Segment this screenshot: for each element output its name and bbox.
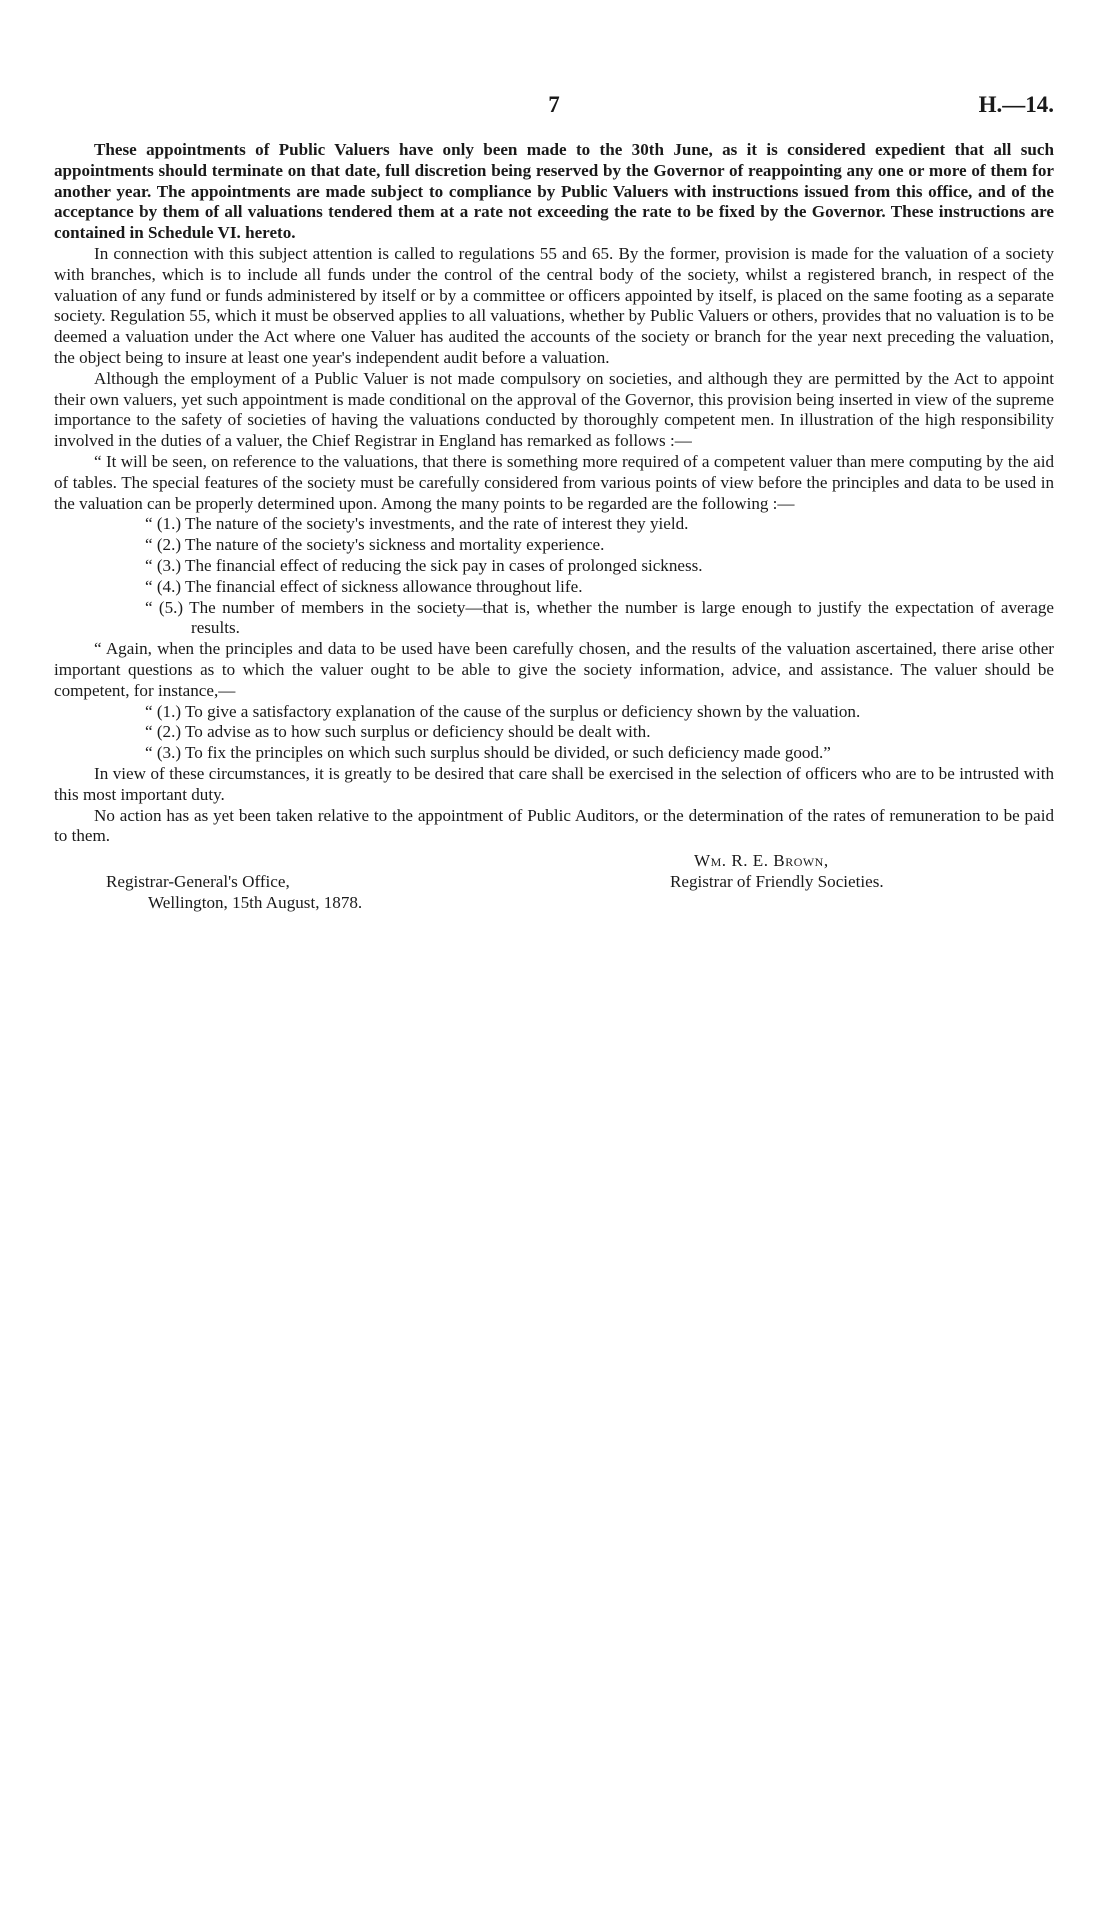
paragraph-quotation-again: “ Again, when the principles and data to be used have been carefully chosen, and the results of the valuation ascertained, there arise other important questions as to which the valuer ought to be able to give the society information, advice, and assistance. The valuer should be competent, for instance,— <box>54 639 1054 700</box>
document-page <box>54 92 1054 921</box>
list-item: “ (2.) To advise as to how such surplus or deficiency should be dealt with. <box>145 722 651 742</box>
body-text <box>54 140 1054 847</box>
list-item: “ (3.) To fix the principles on which such surplus should be divided, or such deficiency made good.” <box>145 743 831 763</box>
paragraph-circumstances: In view of these circumstances, it is greatly to be desired that care shall be exercised in the selection of officers who are to be intrusted with this most important duty. <box>54 763 1054 804</box>
signatory-name: Wm. R. E. Brown, <box>694 851 829 871</box>
competence-list <box>54 702 1054 764</box>
signatory-title: Registrar of Friendly Societies. <box>670 872 884 892</box>
paragraph-appointments: These appointments of Public Valuers have only been made to the 30th June, as it is considered expedient that all such appointments should terminate on that date, full discretion being reserved by the Governor of reappointing any one or more of them for another year. The appointments are made subject to compliance by Public Valuers with instructions issued from this office, and of the acceptance by them of all valuations tendered them at a rate not exceeding the rate to be fixed by the Governor. These instructions are contained in Schedule VI. hereto. <box>54 140 1054 243</box>
page-number: 7 <box>548 92 560 117</box>
paragraph-auditors: No action has as yet been taken relative to the appointment of Public Auditors, or the determination of the rates of remuneration to be paid to them. <box>54 805 1054 846</box>
list-item: “ (1.) The nature of the society's investments, and the rate of interest they yield. <box>145 514 689 534</box>
place-and-date: Wellington, 15th August, 1878. <box>148 893 363 913</box>
list-item: “ (5.) The number of members in the society—that is, whether the number is large enough to justify the expectation of average results. <box>145 597 1054 638</box>
list-item: “ (4.) The financial effect of sickness allowance throughout life. <box>145 576 583 596</box>
list-item: “ (2.) The nature of the society's sickness and mortality experience. <box>145 535 605 555</box>
paragraph-quotation-intro: “ It will be seen, on reference to the valuations, that there is something more required of a competent valuer than mere computing by the aid of tables. The special features of the society must be carefully considered from various points of view before the principles and data to be used in the valuation can be properly determined upon. Among the many points to be regarded are the following :— <box>54 451 1054 513</box>
signature-block <box>54 851 1054 921</box>
points-list <box>54 514 1054 639</box>
paragraph-regulations: In connection with this subject attention is called to regulations 55 and 65. By the former, provision is made for the valuation of a society with branches, which is to include all funds under the control of the central body of the society, whilst a registered branch, in respect of the valuation of any fund or funds administered by itself or by a committee or officers appointed by itself, is placed on the same footing as a separate society. Regulation 55, which it must be observed applies to all valuations, whether by Public Valuers or others, provides that no valuation is to be deemed a valuation under the Act where one Valuer has audited the accounts of the society or branch for the year next preceding the valuation, the object being to insure at least one year's independent audit before a valuation. <box>54 243 1054 367</box>
list-item: “ (1.) To give a satisfactory explanation of the cause of the surplus or deficiency shown by the valuation. <box>145 701 861 721</box>
list-item: “ (3.) The financial effect of reducing the sick pay in cases of prolonged sickness. <box>145 555 703 575</box>
office-name: Registrar-General's Office, <box>106 872 290 892</box>
page-header <box>54 92 1054 128</box>
paragraph-employment: Although the employment of a Public Valuer is not made compulsory on societies, and although they are permitted by the Act to appoint their own valuers, yet such appointment is made conditional on the approval of the Governor, this provision being inserted in view of the supreme importance to the safety of societies of having the valuations conducted by thoroughly competent men. In illustration of the high responsibility involved in the duties of a valuer, the Chief Registrar in England has remarked as follows :— <box>54 368 1054 451</box>
document-reference: H.—14. <box>978 92 1054 117</box>
